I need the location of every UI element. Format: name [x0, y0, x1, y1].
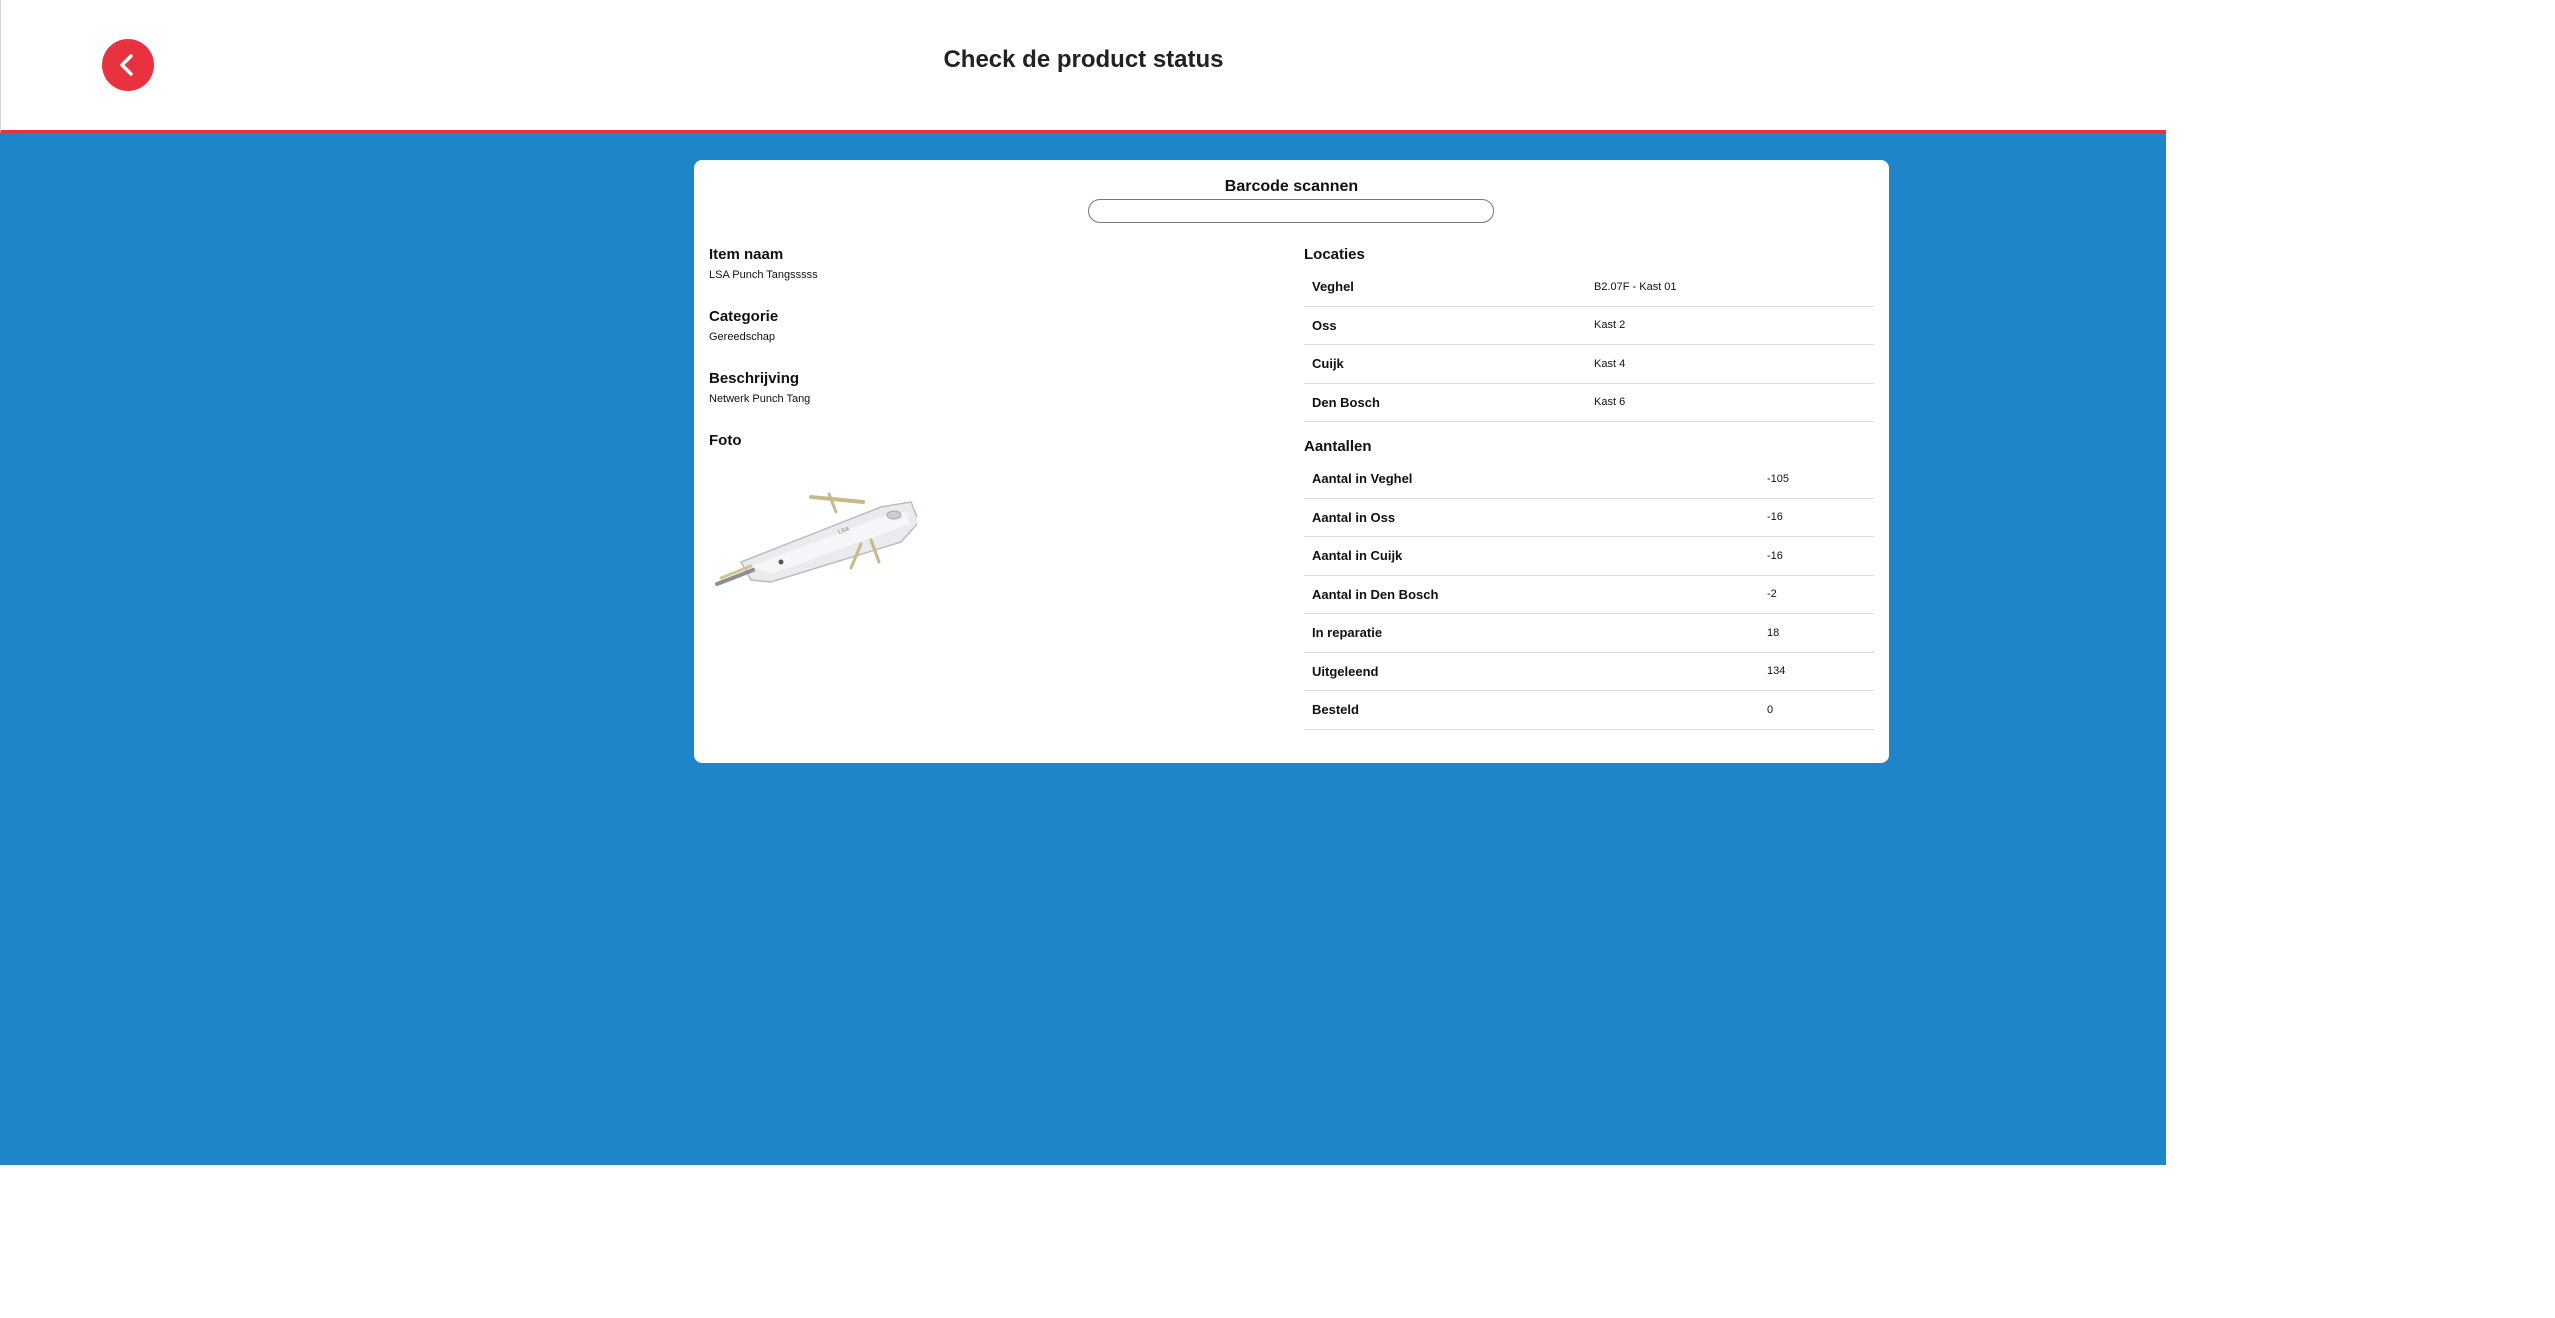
barcode-scan-label: Barcode scannen: [1224, 178, 1359, 195]
product-status-card: [694, 160, 1889, 763]
barcode-input[interactable]: [1088, 199, 1494, 223]
locations-table: [1304, 268, 1874, 422]
table-row: [1304, 653, 1874, 692]
table-row: [1304, 384, 1874, 423]
quantity-value: 0: [1767, 703, 1774, 716]
description-field: [709, 370, 1269, 432]
quantity-name: Aantal in Cuijk: [1312, 548, 1403, 564]
quantity-name: In reparatie: [1312, 625, 1383, 641]
table-row: [1304, 576, 1874, 615]
item-name-label: Item naam: [709, 246, 784, 263]
location-name: Oss: [1312, 317, 1337, 333]
stock-details: [1304, 246, 1874, 730]
table-row: [1304, 268, 1874, 307]
quantity-value: -16: [1767, 511, 1783, 524]
quantity-name: Aantal in Oss: [1312, 509, 1396, 525]
table-row: [1304, 307, 1874, 346]
product-photo: [711, 482, 917, 586]
location-name: Cuijk: [1312, 356, 1344, 372]
content-area: [0, 133, 2166, 1165]
header-bar: [0, 0, 2166, 133]
quantities-table: [1304, 460, 1874, 730]
location-value: Kast 6: [1594, 396, 1626, 409]
item-name-value: LSA Punch Tangsssss: [709, 269, 818, 281]
table-row: [1304, 691, 1874, 730]
quantity-name: Aantal in Veghel: [1312, 471, 1413, 487]
table-row: [1304, 537, 1874, 576]
quantity-value: 18: [1767, 626, 1780, 639]
quantity-value: -2: [1767, 588, 1777, 601]
quantities-title: Aantallen: [1304, 438, 1372, 455]
svg-text:LSA: LSA: [837, 526, 851, 536]
location-value: Kast 4: [1594, 357, 1626, 370]
quantity-name: Besteld: [1312, 702, 1359, 718]
photo-label: Foto: [709, 432, 742, 449]
category-value: Gereedschap: [709, 331, 776, 343]
table-row: [1304, 499, 1874, 538]
item-details: [709, 246, 1269, 536]
location-value: Kast 2: [1594, 319, 1626, 332]
item-name-field: [709, 246, 1269, 308]
page-title: Check de product status: [943, 46, 1224, 73]
category-field: [709, 308, 1269, 370]
table-row: [1304, 345, 1874, 384]
quantity-name: Uitgeleend: [1312, 663, 1379, 679]
location-name: Den Bosch: [1312, 394, 1380, 410]
quantity-name: Aantal in Den Bosch: [1312, 586, 1439, 602]
quantity-value: 134: [1767, 665, 1786, 678]
description-value: Netwerk Punch Tang: [709, 393, 811, 405]
description-label: Beschrijving: [709, 370, 800, 387]
locations-title: Locaties: [1304, 246, 1365, 263]
location-name: Veghel: [1312, 279, 1354, 295]
category-label: Categorie: [709, 308, 779, 325]
quantity-value: -16: [1767, 549, 1783, 562]
table-row: [1304, 614, 1874, 653]
quantity-value: -105: [1767, 472, 1790, 485]
table-row: [1304, 460, 1874, 499]
location-value: B2.07F - Kast 01: [1594, 280, 1677, 293]
